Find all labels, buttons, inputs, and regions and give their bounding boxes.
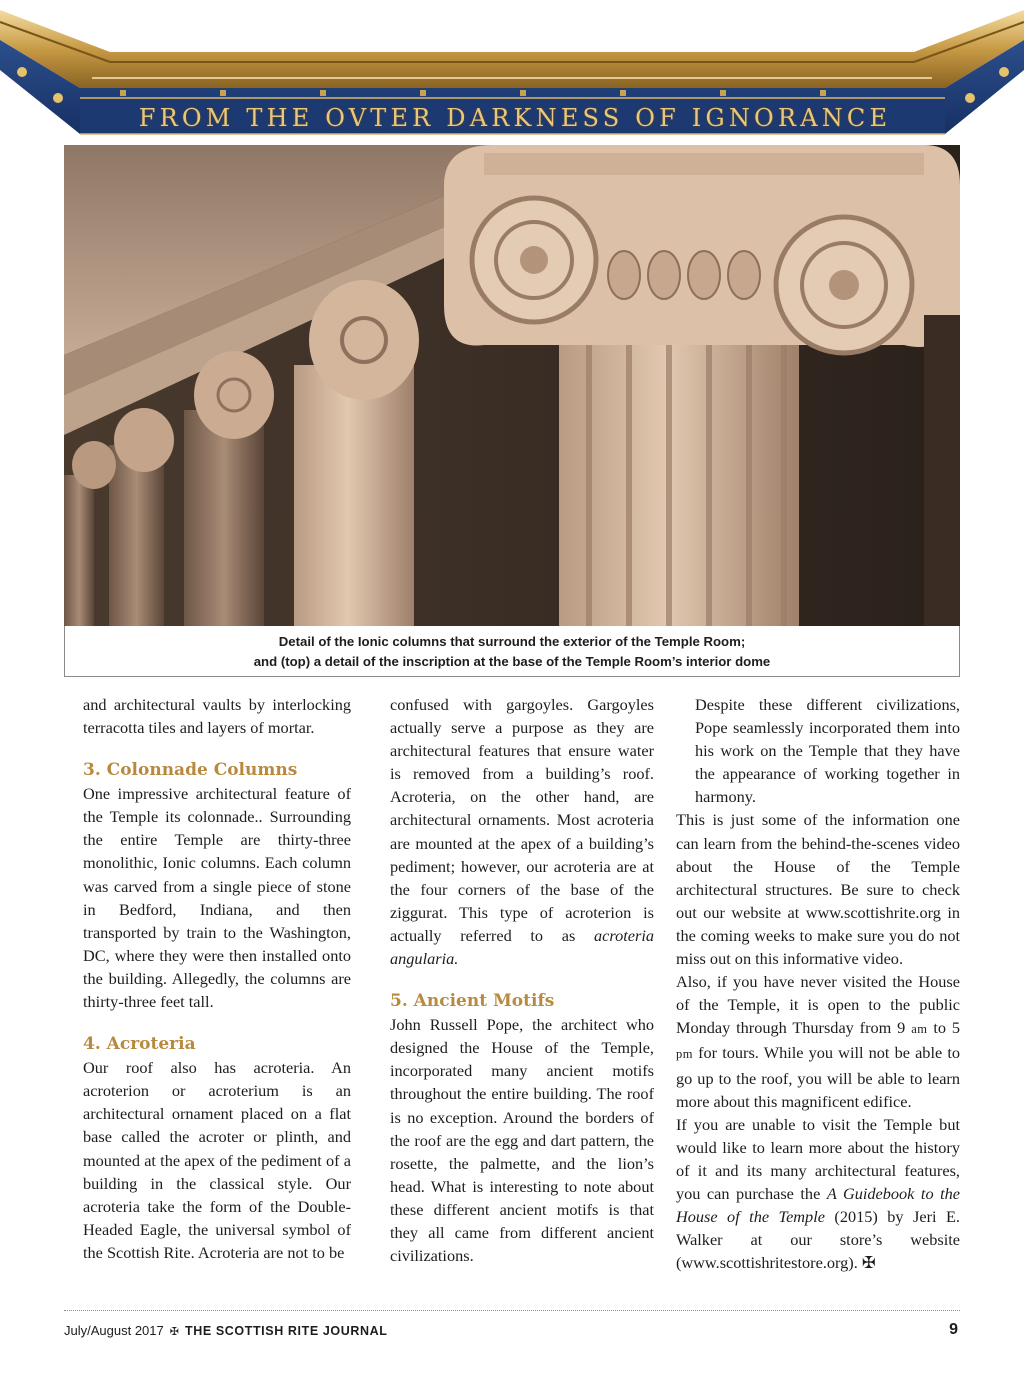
- page-number: 9: [949, 1321, 958, 1338]
- end-mark-icon: ✠: [861, 1253, 876, 1273]
- visiting-text-3: for tours. While you will not be able to go up to the roof, you will be able to learn more about this magnificent edifice.: [676, 1043, 960, 1111]
- visiting-text-2: to 5: [933, 1018, 960, 1038]
- section-heading-ancient-motifs: 5. Ancient Motifs: [390, 991, 555, 1012]
- photo-caption: [64, 626, 960, 677]
- text-column-2: [390, 693, 654, 1267]
- section-heading-acroteria: 4. Acroteria: [83, 1034, 196, 1055]
- text-column-3: [676, 693, 960, 1274]
- journal-name: THE SCOTTISH RITE JOURNAL: [184, 1324, 388, 1338]
- ancient-motifs-paragraph: John Russell Pope, the architect who designed the House of the Temple, incorporated many ancient motifs throughout the entire building. The roof is no exception. Around the borders of the roof are the egg and dart pattern, the rosette, the palmette, and the lion’s head. What is interesting to note about these different ancient motifs is that they all came from different ancient civilizations.: [390, 1015, 654, 1266]
- acroteria-paragraph: Our roof also has acroteria. An acroterion or acroterium is an architectural ornament placed on a flat base called the acroter or plinth, and mounted at the apex of the pediment of a building in the classical style. Our acroteria take the form of the Double-Headed Eagle, the universal symbol of the Scottish Rite. Acroteria are not to be: [83, 1058, 351, 1262]
- issue-date: July/August 2017: [64, 1323, 164, 1338]
- guidebook-text-2: (2015) by Jeri E. Walker at our store’s website (www.scottishritestore.org).: [676, 1207, 960, 1273]
- intro-paragraph: and architectural vaults by interlocking terracotta tiles and layers of mortar.: [83, 695, 351, 738]
- pull-quote: Despite these different civilizations, Pope seamlessly incorporated them into his work on the Temple that they have the appearance of working together in harmony.: [695, 695, 960, 807]
- time-pm: pm: [676, 1047, 693, 1062]
- inscription-text: FROM THE OVTER DARKNESS OF IGNORANCE: [138, 104, 892, 132]
- visiting-paragraph: [676, 970, 960, 1113]
- gargoyles-text: confused with gargoyles. Gargoyles actually serve a purpose as they are architectural features that ensure water is removed from a building’s roof. Acroteria, on the other hand, are architectural ornaments. Most acroteria are mounted at the apex of a building’s pediment; however, our acroteria are at the four corners of the base of the ziggurat. This type of acroterion is actually referred to as: [390, 695, 654, 945]
- guidebook-text-1: If you are unable to visit the Temple but would like to learn more about the history of it and its many architectural features, you can purchase the: [676, 1114, 960, 1203]
- visiting-text-1: Also, if you have never visited the House of the Temple, it is open to the public Monday through Thursday from 9: [676, 972, 960, 1038]
- footer-rule: [64, 1310, 960, 1311]
- cross-icon: ✠: [169, 1326, 179, 1338]
- section-heading-colonnade: 3. Colonnade Columns: [83, 760, 298, 781]
- footer-running-title: [64, 1322, 387, 1340]
- text-column-1: [83, 693, 351, 1264]
- ionic-columns-photo: [64, 145, 960, 626]
- video-paragraph: This is just some of the information one can learn from the behind-the-scenes video about the House of the Temple architectural structures. Be sure to check out our website at www.scottishrite.org in the coming weeks to make sure you do not miss out on this informative video.: [676, 810, 960, 969]
- dome-inscription-banner: [0, 0, 1024, 140]
- acroteria-angularia-term: acroteria angularia.: [390, 925, 654, 969]
- time-am: am: [911, 1022, 928, 1037]
- caption-line-1: Detail of the Ionic columns that surround the exterior of the Temple Room;: [278, 634, 746, 649]
- colonnade-paragraph: One impressive architectural feature of the Temple its colonnade.. Surrounding the entire Temple are thirty-three monolithic, Ionic columns. Each column was carved from a single piece of stone in Bedford, Indiana, and then transported by train to the Washington, DC, where they were then installed onto the building. Allegedly, the columns are thirty-three feet tall.: [83, 784, 351, 1012]
- guidebook-paragraph: [676, 1113, 960, 1275]
- gargoyles-paragraph: [390, 693, 654, 970]
- caption-line-2: and (top) a detail of the inscription at the base of the Temple Room’s interior dome: [253, 654, 771, 669]
- guidebook-title: A Guidebook to the House of the Temple: [676, 1183, 960, 1227]
